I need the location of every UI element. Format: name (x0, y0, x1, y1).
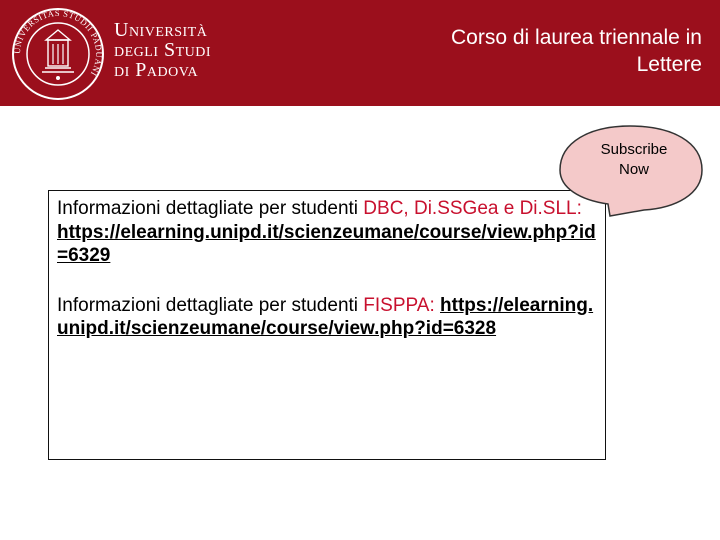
info-prefix: Informazioni dettagliate per studenti (57, 294, 364, 316)
university-name-line2: degli Studi (114, 39, 212, 61)
info-prefix: Informazioni dettagliate per studenti (57, 198, 364, 219)
info-box (48, 190, 606, 460)
department-highlight: FISPPA: (363, 294, 435, 316)
callout-line1: Subscribe (600, 141, 668, 158)
course-link-6329[interactable]: https://elearning.unipd.it/scienzeumane/course/view.php?id=6329 (57, 221, 596, 266)
header-bar (0, 0, 720, 106)
info-paragraph-fisppa (57, 294, 597, 341)
course-title-line2: Lettere (636, 53, 702, 76)
info-paragraph-dbc (57, 197, 597, 268)
course-title (451, 24, 702, 78)
department-highlight: DBC, Di.SSGea e Di.SLL: (363, 198, 582, 219)
university-seal-logo (10, 6, 106, 102)
callout-line2: Now (618, 161, 649, 178)
course-title-line1: Corso di laurea triennale in (451, 26, 702, 49)
university-name (114, 20, 211, 80)
svg-text:UNIVERSITAS STUDII PADUANI: UNIVERSITAS STUDII PADUANI (11, 7, 105, 79)
university-name-line1: Università (114, 19, 208, 41)
subscribe-callout-text[interactable] (570, 140, 698, 180)
course-link-6328[interactable]: https://elearning.unipd.it/scienzeumane/course/view.php?id=6328 (57, 294, 594, 339)
university-name-line3: di Padova (114, 59, 199, 81)
